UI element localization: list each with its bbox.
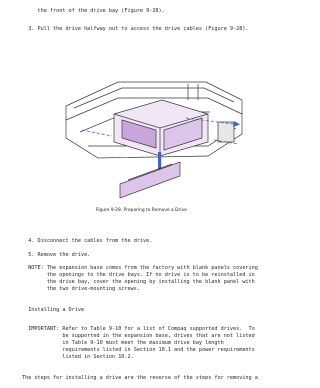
note-line: the drive bay, cover the opening by installing the blank panel with [22,279,255,285]
important-line: in Table 9-10 must meet the maximum drive bay length [22,340,224,346]
important-line: be supported in the expansion base, drives that are not listed [22,333,255,339]
step-5: 5. Remove the drive. [22,252,91,258]
drive-removal-figure [58,60,248,202]
section-heading: Installing a Drive [22,307,85,313]
continuation-line: the front of the drive bay (Figure 9-28). [22,8,165,14]
note-line: the two drive-mounting screws. [22,286,140,292]
note-line: NOTE: The expansion base comes from the factory with blank panels covering [22,265,258,271]
drive-unit [114,100,208,156]
closing-line: The steps for installing a drive are the reverse of the steps for removing a [22,375,258,381]
important-line: listed in Section 10.2. [22,354,134,360]
step-4: 4. Disconnect the cables from the drive. [22,238,153,244]
important-line: IMPORTANT: Refer to Table 9-10 for a list of Compaq supported drives. To [22,326,255,332]
important-line: requirements listed in Section 10.1 and the power requirements [22,347,255,353]
note-line: the openings to the drive bays. If no drive is to be reinstalled in [22,272,255,278]
step-3: 3. Pull the drive halfway out to access the drive cables (Figure 9-28). [22,26,249,32]
blank-panel [120,162,180,198]
figure-caption: Figure 9-28. Preparing to Remove a Drive [96,208,187,213]
